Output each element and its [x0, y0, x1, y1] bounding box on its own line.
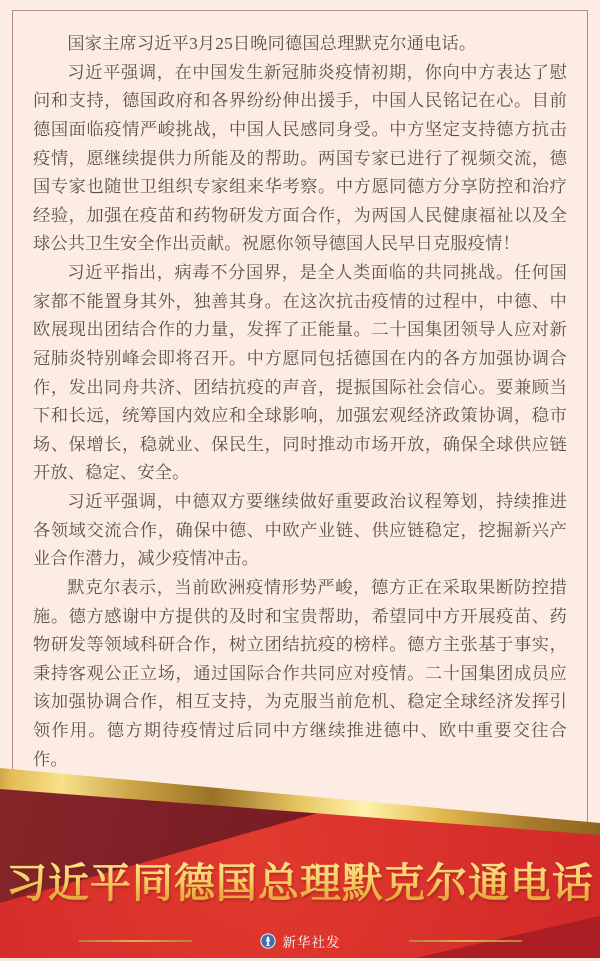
- xinhua-emblem-icon: [260, 933, 276, 949]
- article-body: [33, 30, 567, 774]
- divider-line-left: [79, 940, 192, 942]
- divider-line-right: [409, 940, 522, 942]
- credit-center: [260, 931, 341, 951]
- credit-label: 新华社发: [282, 935, 341, 950]
- article-paragraph: 习近平指出，病毒不分国界，是全人类面临的共同挑战。任何国家都不能置身其外，独善其身。在这次抗击疫情的过程中，中德、中欧展现出团结合作的力量，发挥了正能量。二十国集团领导人应对新冠肺炎特别峰会即将召开。中方愿同包括德国在内的各方加强协调合作，发出同舟共济、团结抗疫的声音，提振国际社会信心。要兼顾当下和长远，统筹国内效应和全球影响，加强宏观经济政策协调，稳市场、保增长，稳就业、保民生，同时推动市场开放，确保全球供应链开放、稳定、安全。: [33, 263, 567, 483]
- article-paragraph: 默克尔表示，当前欧洲疫情形势严峻，德方正在采取果断防控措施。德方感谢中方提供的及时和宝贵帮助，希望同中方开展疫苗、药物研发等领域科研合作，树立团结抗疫的榜样。德方主张基于事实，秉持客观公正立场，通过国际合作共同应对疫情。二十国集团成员应该加强协调合作，相互支持，为克服当前危机、稳定全球经济发挥引领作用。德方期待疫情过后同中方继续推进德中、欧中重要交往合作。: [33, 577, 567, 769]
- article-paragraph: 国家主席习近平3月25日晚同德国总理默克尔通电话。: [67, 34, 477, 53]
- credit-row: [0, 931, 600, 951]
- article-paragraph: 习近平强调，在中国发生新冠肺炎疫情初期，你向中方表达了慰问和支持，德国政府和各界纷纷伸出援手，中国人民铭记在心。目前德国面临疫情严峻挑战，中国人民感同身受。中方坚定支持德方抗击疫情，愿继续提供力所能及的帮助。两国专家已进行了视频交流，德国专家也随世卫组织专家组来华考察。中方愿同德方分享防控和治疗经验，加强在疫苗和药物研发方面合作，为两国人民健康福祉以及全球公共卫生安全作出贡献。祝愿你领导德国人民早日克服疫情！: [33, 62, 567, 254]
- article-paragraph: 习近平强调，中德双方要继续做好重要政治议程筹划，持续推进各领域交流合作，确保中德、中欧产业链、供应链稳定，挖掘新兴产业合作潜力，减少疫情冲击。: [33, 492, 567, 569]
- poster-title: 习近平同德国总理默克尔通电话: [0, 860, 600, 906]
